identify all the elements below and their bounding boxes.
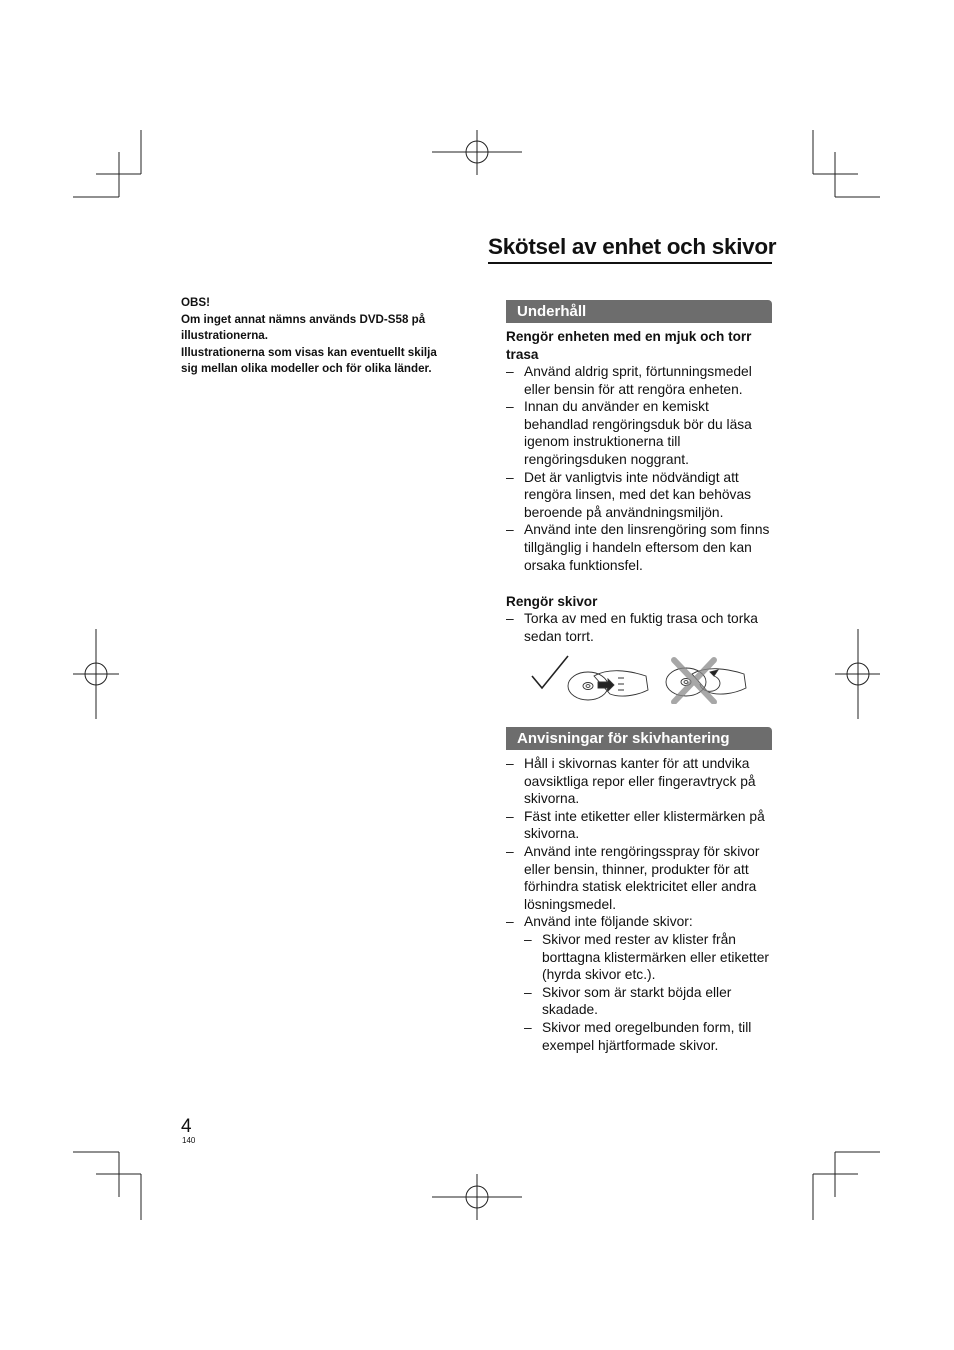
note-line: sig mellan olika modeller och för olika länder. bbox=[181, 362, 432, 375]
disc-wipe-correct-icon bbox=[568, 671, 648, 700]
list-item: – Torka av med en fuktig trasa och torka sedan torrt. bbox=[506, 611, 758, 644]
subheading-clean-unit bbox=[506, 328, 776, 364]
list-item: – Håll i skivornas kanter för att undvika oavsiktliga repor eller fingeravtryck på skivorna. bbox=[506, 756, 756, 807]
subheading-line: trasa bbox=[506, 347, 539, 362]
disc-wipe-incorrect-icon bbox=[666, 660, 746, 702]
registration-target-right bbox=[835, 629, 880, 719]
registration-target-bottom bbox=[432, 1174, 522, 1220]
note-line: illustrationerna. bbox=[181, 329, 268, 342]
checkmark-icon bbox=[532, 656, 568, 688]
page-sub-number: 140 bbox=[182, 1136, 196, 1145]
list-item: – Använd inte den linsrengöring som finns tillgänglig i handeln eftersom den kan orsaka funktionsfel. bbox=[506, 522, 770, 573]
list-item: – Använd aldrig sprit, förtunningsmedel eller bensin för att rengöra enheten. bbox=[506, 364, 752, 397]
section-header-maintenance: Underhåll bbox=[506, 300, 772, 323]
list-item: – Det är vanligtvis inte nödvändigt att rengöra linsen, med det kan behövas beroende på användningsmiljön. bbox=[506, 469, 752, 520]
note-line: Om inget annat nämns används DVD-S58 på bbox=[181, 312, 426, 326]
nested-list-item: – Skivor som är starkt böjda eller skadade. bbox=[524, 984, 732, 1018]
page-title: Skötsel av enhet och skivor bbox=[488, 232, 772, 264]
note-line: Illustrationerna som visas kan eventuellt skilja bbox=[181, 345, 437, 359]
note-heading: OBS! bbox=[181, 296, 210, 309]
list-item: – Fäst inte etiketter eller klistermärken på skivorna. bbox=[506, 808, 765, 842]
page-number: 4 bbox=[181, 1116, 192, 1137]
nested-list-item: – Skivor med rester av klister från borttagna klistermärken eller etiketter (hyrda skivor etc.). bbox=[524, 931, 769, 983]
disc-cleaning-illustration bbox=[528, 654, 758, 704]
registration-target-top bbox=[432, 130, 522, 175]
subheading-clean-discs: Rengör skivor bbox=[506, 594, 598, 609]
subheading-line: Rengör enheten med en mjuk och torr bbox=[506, 329, 752, 344]
list-item: – Innan du använder en kemiskt behandlad rengöringsduk bör du läsa igenom instruktionerna till rengöringsduken noggrant. bbox=[506, 399, 752, 467]
clean-discs-list bbox=[506, 610, 776, 645]
list-item: – Använd inte följande skivor: bbox=[506, 914, 693, 930]
clean-unit-list bbox=[506, 363, 776, 574]
registration-target-left bbox=[73, 629, 119, 719]
list-item: – Använd inte rengöringsspray för skivor eller bensin, thinner, produkter för att förhindra statisk elektricitet eller andra lösningsmedel. bbox=[506, 843, 760, 912]
nested-list bbox=[506, 931, 776, 1054]
note-block bbox=[181, 295, 481, 378]
section-header-disc-handling: Anvisningar för skivhantering bbox=[506, 727, 772, 750]
nested-list-item: – Skivor med oregelbunden form, till exempel hjärtformade skivor. bbox=[524, 1019, 752, 1053]
disc-handling-list bbox=[506, 755, 776, 1054]
